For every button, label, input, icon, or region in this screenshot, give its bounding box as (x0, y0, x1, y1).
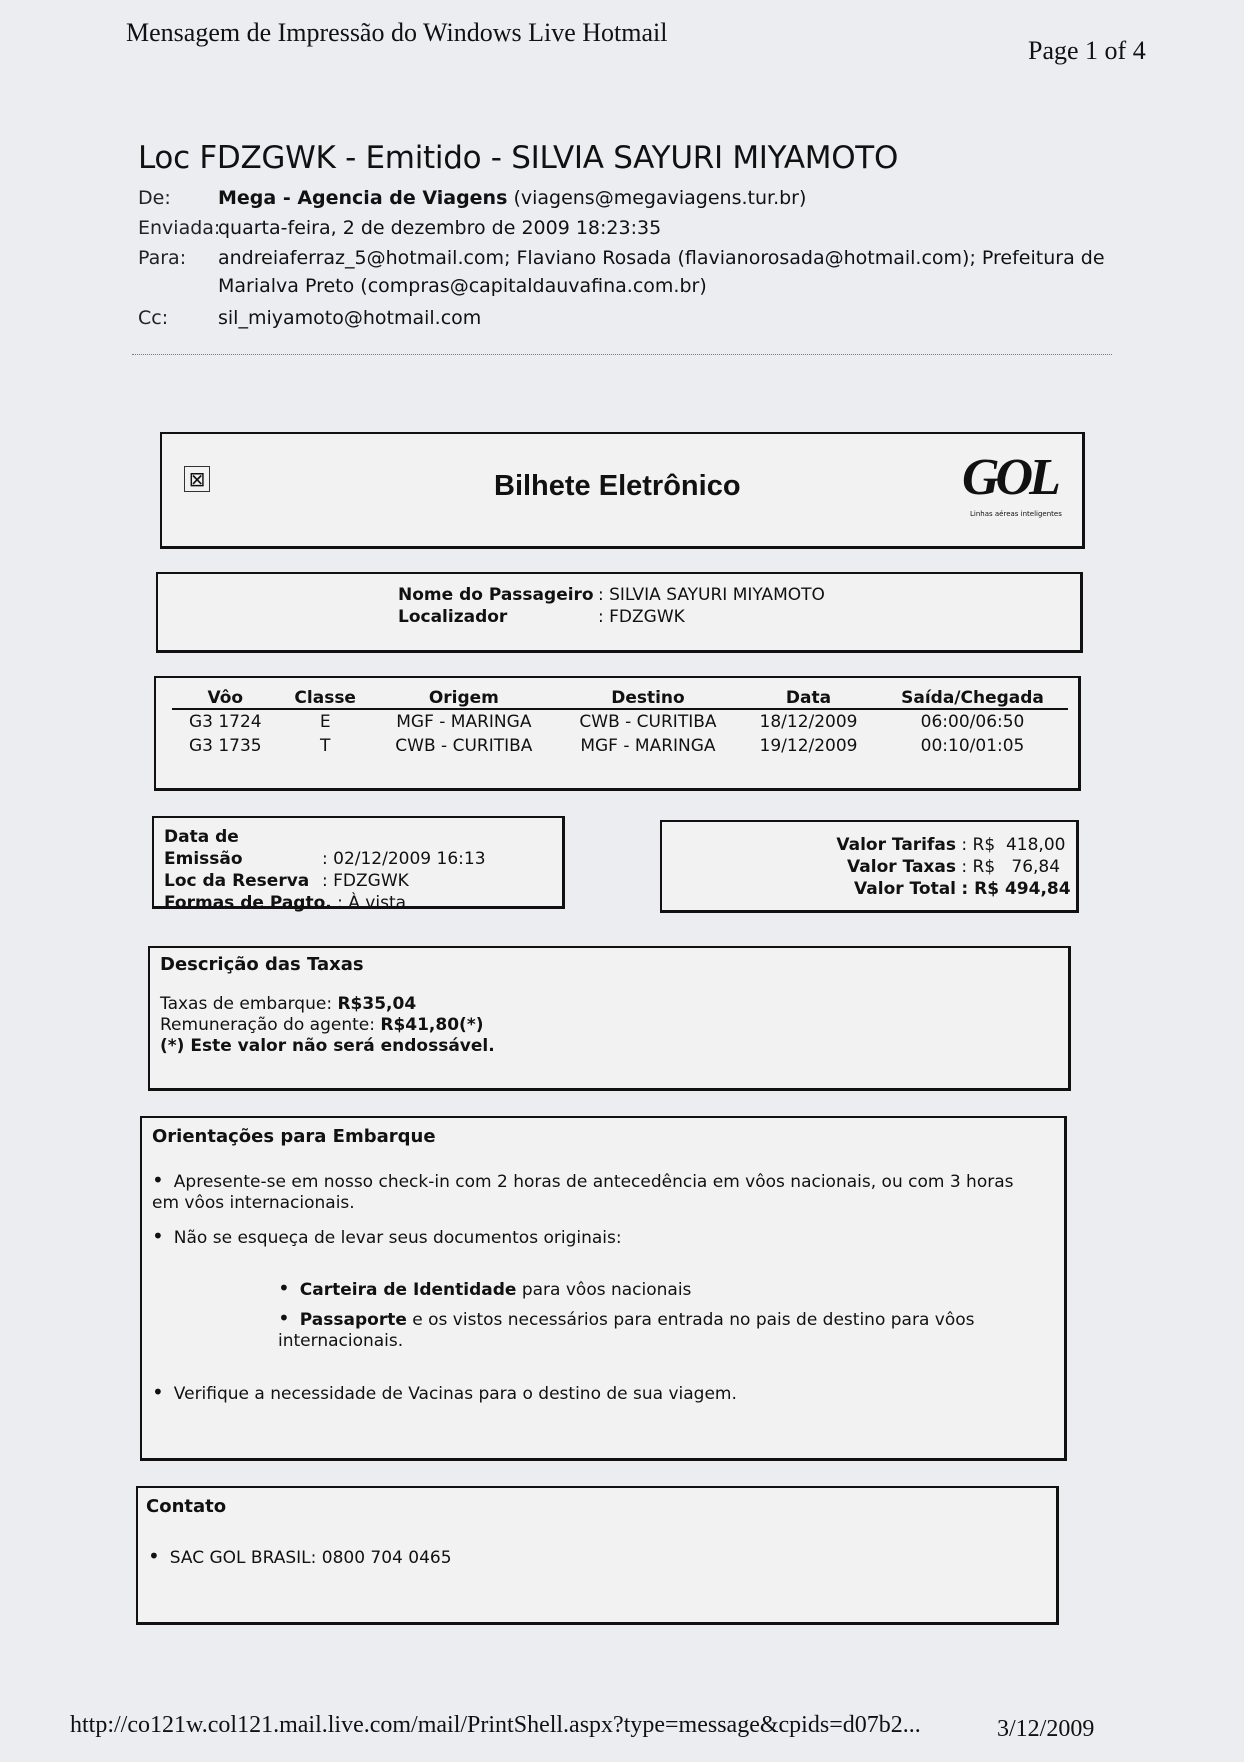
reservation-loc-label: Loc da Reserva (164, 871, 310, 891)
print-header-title: Mensagem de Impressão do Windows Live Hotmail (126, 18, 668, 47)
header-divider (132, 354, 1112, 355)
footer-date: 3/12/2009 (997, 1716, 1095, 1742)
passenger-name-label: Nome do Passageiro (398, 585, 594, 605)
col-header-times: Saída/Chegada (877, 688, 1068, 709)
flight-destination: CWB - CURITIBA (579, 712, 717, 732)
contact-item: • SAC GOL BRASIL: 0800 704 0465 (148, 1546, 452, 1569)
payment-value: : À vista (337, 893, 407, 913)
locator-label: Localizador (398, 607, 508, 627)
flights-box (154, 676, 1081, 791)
col-header-flight: Vôo (172, 688, 279, 709)
flights-header-row (172, 688, 1068, 709)
contact-box (136, 1486, 1059, 1625)
from-address[interactable]: (viagens@megaviagens.tur.br) (513, 187, 807, 209)
footer-url[interactable]: http://co121w.col121.mail.live.com/mail/PrintShell.aspx?type=message&cpids=d07b2... (70, 1712, 921, 1738)
flight-times: 06:00/06:50 (920, 712, 1025, 732)
payment-label: Formas de Pagto. (164, 893, 332, 913)
boarding-item-3: • Verifique a necessidade de Vacinas para o destino de sua viagem. (152, 1382, 737, 1405)
flight-number: G3 1735 (188, 736, 262, 756)
gol-logo: GOL (962, 449, 1057, 506)
to-line-1[interactable]: andreiaferraz_5@hotmail.com; Flaviano Rosada (flavianorosada@hotmail.com); Prefeitura de (218, 247, 1105, 269)
boarding-tax-value: R$35,04 (337, 994, 417, 1014)
locator-value: : FDZGWK (598, 607, 685, 627)
cc-value[interactable]: sil_miyamoto@hotmail.com (218, 307, 482, 329)
table-row (172, 734, 1068, 758)
values-info (832, 834, 1071, 900)
emission-info (164, 826, 486, 914)
col-header-class: Classe (279, 688, 372, 709)
broken-image-icon: ⊠ (184, 466, 210, 492)
cc-label: Cc: (138, 307, 169, 329)
boarding-sub-item-1: • Carteira de Identidade para vôos nacionais (278, 1278, 691, 1301)
taxes-note: (*) Este valor não será endossável. (160, 1036, 495, 1056)
taxes-details (160, 994, 495, 1057)
flight-origin: MGF - MARINGA (396, 712, 532, 732)
from-name: Mega - Agencia de Viagens (218, 187, 508, 209)
to-label: Para: (138, 247, 187, 269)
boarding-sub-item-2: • Passaporte e os vistos necessários para entrada no pais de destino para vôos internacionais. (278, 1308, 998, 1352)
emission-box (152, 816, 565, 913)
tax-label: Valor Taxas (847, 857, 956, 877)
flights-table (172, 688, 1068, 758)
passenger-name-value: : SILVIA SAYURI MIYAMOTO (598, 585, 825, 605)
flight-date: 19/12/2009 (759, 736, 858, 756)
taxes-title: Descrição das Taxas (160, 954, 364, 975)
passenger-box (156, 572, 1083, 653)
fare-value: : R$ 418,00 (961, 835, 1066, 855)
email-subject: Loc FDZGWK - Emitido - SILVIA SAYURI MIYAMOTO (138, 140, 899, 176)
values-box (660, 820, 1079, 913)
agent-fee-value: R$41,80(*) (380, 1015, 484, 1035)
boarding-title: Orientações para Embarque (152, 1126, 436, 1147)
col-header-origin: Origem (372, 688, 556, 709)
col-header-destination: Destino (556, 688, 740, 709)
fare-label: Valor Tarifas (836, 835, 956, 855)
total-value: : R$ 494,84 (961, 879, 1071, 899)
ticket-title-box (160, 432, 1085, 549)
col-header-date: Data (740, 688, 877, 709)
flight-number: G3 1724 (188, 712, 262, 732)
boarding-box (140, 1116, 1067, 1461)
total-label: Valor Total (854, 879, 956, 899)
flight-class: E (319, 712, 331, 732)
page-indicator: Page 1 of 4 (1028, 36, 1146, 65)
passenger-info (398, 584, 825, 628)
tax-value: : R$ 76,84 (961, 857, 1061, 877)
gol-logo-tagline: Linhas aéreas inteligentes (970, 510, 1062, 518)
contact-title: Contato (146, 1496, 227, 1517)
emission-date-label: Data de Emissão (164, 827, 243, 869)
boarding-item-1: • Apresente-se em nosso check-in com 2 horas de antecedência em vôos nacionais, ou com 3 horas em vôos internacionais. (152, 1170, 1032, 1214)
ticket-title: Bilhete Eletrônico (494, 470, 741, 502)
to-line-2[interactable]: Marialva Preto (compras@capitaldauvafina.com.br) (218, 275, 707, 297)
table-row (172, 709, 1068, 734)
flight-origin: CWB - CURITIBA (395, 736, 533, 756)
reservation-loc-value: : FDZGWK (322, 871, 409, 891)
agent-fee-label: Remuneração do agente: (160, 1015, 375, 1035)
flight-class: T (320, 736, 331, 756)
emission-date-value: : 02/12/2009 16:13 (322, 849, 486, 869)
taxes-box (148, 946, 1071, 1091)
from-label: De: (138, 187, 171, 209)
sent-value: quarta-feira, 2 de dezembro de 2009 18:23:35 (218, 217, 662, 239)
flight-times: 00:10/01:05 (920, 736, 1025, 756)
flight-date: 18/12/2009 (759, 712, 858, 732)
sent-label: Enviada: (138, 217, 221, 239)
flight-destination: MGF - MARINGA (580, 736, 716, 756)
boarding-tax-label: Taxas de embarque: (160, 994, 333, 1014)
from-value (218, 184, 806, 212)
boarding-item-2: • Não se esqueça de levar seus documentos originais: (152, 1226, 622, 1249)
